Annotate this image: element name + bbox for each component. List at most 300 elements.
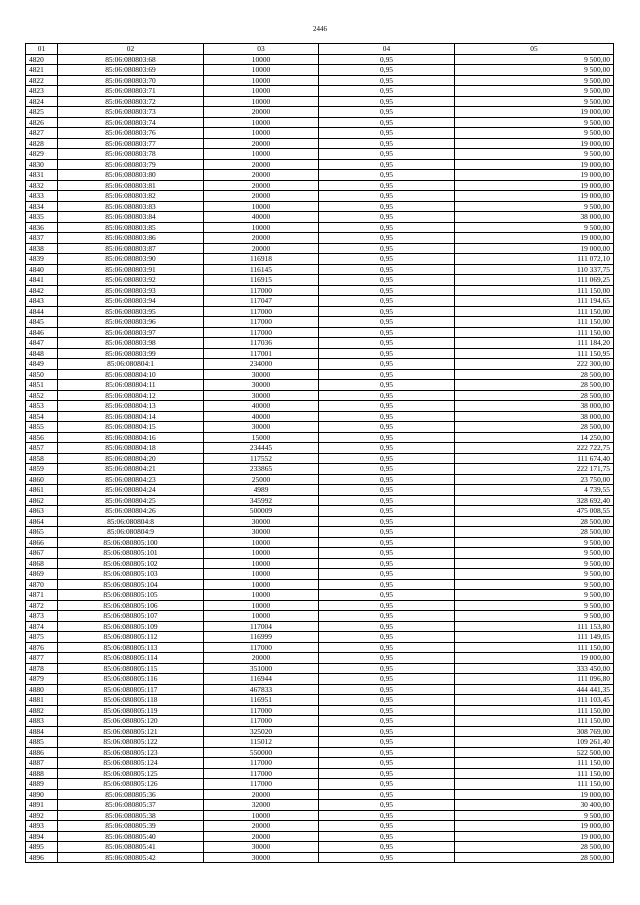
row-number-cell: 4892 [26, 810, 58, 821]
coefficient-cell: 0,95 [319, 75, 455, 86]
coefficient-cell: 0,95 [319, 149, 455, 160]
area-cell: 116999 [204, 632, 319, 643]
row-number-cell: 4844 [26, 306, 58, 317]
area-cell: 116944 [204, 674, 319, 685]
table-row [26, 117, 614, 128]
coefficient-cell: 0,95 [319, 128, 455, 139]
row-number-cell: 4857 [26, 443, 58, 454]
table-row [26, 842, 614, 853]
area-cell: 117552 [204, 453, 319, 464]
coefficient-cell: 0,95 [319, 800, 455, 811]
amount-cell: 111 150,00 [455, 285, 614, 296]
area-cell: 117000 [204, 327, 319, 338]
table-row [26, 359, 614, 370]
row-number-cell: 4820 [26, 54, 58, 65]
amount-cell: 9 500,00 [455, 611, 614, 622]
area-cell: 10000 [204, 65, 319, 76]
area-cell: 10000 [204, 590, 319, 601]
amount-cell: 9 500,00 [455, 810, 614, 821]
area-cell: 117000 [204, 705, 319, 716]
row-number-cell: 4841 [26, 275, 58, 286]
amount-cell: 111 150,00 [455, 642, 614, 653]
cadastral-number-cell: 85:06:080805:103 [58, 569, 204, 580]
coefficient-cell: 0,95 [319, 233, 455, 244]
area-cell: 117000 [204, 779, 319, 790]
cadastral-number-cell: 85:06:080805:125 [58, 768, 204, 779]
area-cell: 10000 [204, 579, 319, 590]
cadastral-number-cell: 85:06:080805:119 [58, 705, 204, 716]
cadastral-number-cell: 85:06:080803:95 [58, 306, 204, 317]
amount-cell: 9 500,00 [455, 558, 614, 569]
row-number-cell: 4877 [26, 653, 58, 664]
amount-cell: 111 150,00 [455, 306, 614, 317]
cadastral-number-cell: 85:06:080804:10 [58, 369, 204, 380]
row-number-cell: 4876 [26, 642, 58, 653]
area-cell: 116951 [204, 695, 319, 706]
area-cell: 25000 [204, 474, 319, 485]
table-row [26, 800, 614, 811]
amount-cell: 9 500,00 [455, 75, 614, 86]
table-row [26, 201, 614, 212]
table-row [26, 327, 614, 338]
row-number-cell: 4872 [26, 600, 58, 611]
header-cell-03: 03 [204, 44, 319, 55]
data-table [25, 43, 614, 863]
row-number-cell: 4890 [26, 789, 58, 800]
area-cell: 233865 [204, 464, 319, 475]
coefficient-cell: 0,95 [319, 65, 455, 76]
amount-cell: 19 000,00 [455, 653, 614, 664]
cadastral-number-cell: 85:06:080803:71 [58, 86, 204, 97]
row-number-cell: 4879 [26, 674, 58, 685]
amount-cell: 28 500,00 [455, 422, 614, 433]
row-number-cell: 4827 [26, 128, 58, 139]
area-cell: 20000 [204, 180, 319, 191]
table-row [26, 831, 614, 842]
area-cell: 116145 [204, 264, 319, 275]
coefficient-cell: 0,95 [319, 401, 455, 412]
area-cell: 117000 [204, 758, 319, 769]
amount-cell: 9 500,00 [455, 117, 614, 128]
area-cell: 20000 [204, 233, 319, 244]
amount-cell: 328 692,40 [455, 495, 614, 506]
cadastral-number-cell: 85:06:080805:123 [58, 747, 204, 758]
area-cell: 32000 [204, 800, 319, 811]
cadastral-number-cell: 85:06:080803:97 [58, 327, 204, 338]
table-row [26, 222, 614, 233]
row-number-cell: 4853 [26, 401, 58, 412]
cadastral-number-cell: 85:06:080805:106 [58, 600, 204, 611]
cadastral-number-cell: 85:06:080804:23 [58, 474, 204, 485]
table-row [26, 348, 614, 359]
amount-cell: 111 184,20 [455, 338, 614, 349]
amount-cell: 9 500,00 [455, 548, 614, 559]
area-cell: 20000 [204, 191, 319, 202]
area-cell: 117000 [204, 716, 319, 727]
page-number: 2446 [313, 25, 327, 33]
coefficient-cell: 0,95 [319, 495, 455, 506]
table-row [26, 737, 614, 748]
area-cell: 30000 [204, 516, 319, 527]
table-row [26, 86, 614, 97]
row-number-cell: 4826 [26, 117, 58, 128]
coefficient-cell: 0,95 [319, 201, 455, 212]
table-row [26, 579, 614, 590]
table-row [26, 233, 614, 244]
table-row [26, 527, 614, 538]
table-row [26, 138, 614, 149]
cadastral-number-cell: 85:06:080803:99 [58, 348, 204, 359]
cadastral-number-cell: 85:06:080804:25 [58, 495, 204, 506]
cadastral-number-cell: 85:06:080803:85 [58, 222, 204, 233]
cadastral-number-cell: 85:06:080803:74 [58, 117, 204, 128]
row-number-cell: 4866 [26, 537, 58, 548]
amount-cell: 111 149,05 [455, 632, 614, 643]
amount-cell: 23 750,00 [455, 474, 614, 485]
cadastral-number-cell: 85:06:080805:112 [58, 632, 204, 643]
amount-cell: 111 194,65 [455, 296, 614, 307]
cadastral-number-cell: 85:06:080805:124 [58, 758, 204, 769]
cadastral-number-cell: 85:06:080805:126 [58, 779, 204, 790]
header-cell-05: 05 [455, 44, 614, 55]
amount-cell: 109 261,40 [455, 737, 614, 748]
table-row [26, 516, 614, 527]
amount-cell: 9 500,00 [455, 579, 614, 590]
table-row [26, 663, 614, 674]
amount-cell: 110 337,75 [455, 264, 614, 275]
cadastral-number-cell: 85:06:080805:104 [58, 579, 204, 590]
coefficient-cell: 0,95 [319, 579, 455, 590]
cadastral-number-cell: 85:06:080804:26 [58, 506, 204, 517]
coefficient-cell: 0,95 [319, 212, 455, 223]
area-cell: 10000 [204, 149, 319, 160]
row-number-cell: 4887 [26, 758, 58, 769]
coefficient-cell: 0,95 [319, 852, 455, 863]
amount-cell: 19 000,00 [455, 243, 614, 254]
coefficient-cell: 0,95 [319, 411, 455, 422]
coefficient-cell: 0,95 [319, 338, 455, 349]
coefficient-cell: 0,95 [319, 369, 455, 380]
coefficient-cell: 0,95 [319, 390, 455, 401]
area-cell: 10000 [204, 222, 319, 233]
cadastral-number-cell: 85:06:080804:11 [58, 380, 204, 391]
area-cell: 234000 [204, 359, 319, 370]
area-cell: 30000 [204, 380, 319, 391]
table-row [26, 684, 614, 695]
cadastral-number-cell: 85:06:080804:15 [58, 422, 204, 433]
amount-cell: 111 072,10 [455, 254, 614, 265]
coefficient-cell: 0,95 [319, 663, 455, 674]
row-number-cell: 4889 [26, 779, 58, 790]
coefficient-cell: 0,95 [319, 285, 455, 296]
cadastral-number-cell: 85:06:080803:92 [58, 275, 204, 286]
cadastral-number-cell: 85:06:080805:37 [58, 800, 204, 811]
coefficient-cell: 0,95 [319, 537, 455, 548]
row-number-cell: 4821 [26, 65, 58, 76]
cadastral-number-cell: 85:06:080805:121 [58, 726, 204, 737]
header-cell-04: 04 [319, 44, 455, 55]
cadastral-number-cell: 85:06:080805:100 [58, 537, 204, 548]
table-row [26, 621, 614, 632]
amount-cell: 28 500,00 [455, 369, 614, 380]
cadastral-number-cell: 85:06:080803:69 [58, 65, 204, 76]
area-cell: 20000 [204, 159, 319, 170]
cadastral-number-cell: 85:06:080803:70 [58, 75, 204, 86]
cadastral-number-cell: 85:06:080805:105 [58, 590, 204, 601]
amount-cell: 28 500,00 [455, 380, 614, 391]
area-cell: 4989 [204, 485, 319, 496]
table-row [26, 453, 614, 464]
table-row [26, 306, 614, 317]
row-number-cell: 4847 [26, 338, 58, 349]
cadastral-number-cell: 85:06:080803:87 [58, 243, 204, 254]
coefficient-cell: 0,95 [319, 254, 455, 265]
cadastral-number-cell: 85:06:080804:13 [58, 401, 204, 412]
coefficient-cell: 0,95 [319, 674, 455, 685]
area-cell: 117000 [204, 642, 319, 653]
table-row [26, 369, 614, 380]
row-number-cell: 4882 [26, 705, 58, 716]
area-cell: 325020 [204, 726, 319, 737]
amount-cell: 111 103,45 [455, 695, 614, 706]
area-cell: 116918 [204, 254, 319, 265]
row-number-cell: 4884 [26, 726, 58, 737]
coefficient-cell: 0,95 [319, 317, 455, 328]
coefficient-cell: 0,95 [319, 632, 455, 643]
coefficient-cell: 0,95 [319, 191, 455, 202]
row-number-cell: 4869 [26, 569, 58, 580]
row-number-cell: 4824 [26, 96, 58, 107]
row-number-cell: 4832 [26, 180, 58, 191]
amount-cell: 19 000,00 [455, 180, 614, 191]
table-row [26, 716, 614, 727]
coefficient-cell: 0,95 [319, 831, 455, 842]
coefficient-cell: 0,95 [319, 789, 455, 800]
table-row [26, 128, 614, 139]
row-number-cell: 4828 [26, 138, 58, 149]
row-number-cell: 4852 [26, 390, 58, 401]
row-number-cell: 4862 [26, 495, 58, 506]
cadastral-number-cell: 85:06:080804:14 [58, 411, 204, 422]
table-row [26, 338, 614, 349]
table-row [26, 432, 614, 443]
cadastral-number-cell: 85:06:080803:86 [58, 233, 204, 244]
row-number-cell: 4833 [26, 191, 58, 202]
row-number-cell: 4873 [26, 611, 58, 622]
cadastral-number-cell: 85:06:080803:81 [58, 180, 204, 191]
amount-cell: 9 500,00 [455, 201, 614, 212]
amount-cell: 111 150,00 [455, 327, 614, 338]
cadastral-number-cell: 85:06:080803:68 [58, 54, 204, 65]
coefficient-cell: 0,95 [319, 86, 455, 97]
coefficient-cell: 0,95 [319, 705, 455, 716]
table-row [26, 212, 614, 223]
area-cell: 10000 [204, 117, 319, 128]
row-number-cell: 4842 [26, 285, 58, 296]
cadastral-number-cell: 85:06:080804:1 [58, 359, 204, 370]
cadastral-number-cell: 85:06:080803:77 [58, 138, 204, 149]
amount-cell: 222 171,75 [455, 464, 614, 475]
table-row [26, 600, 614, 611]
area-cell: 20000 [204, 243, 319, 254]
coefficient-cell: 0,95 [319, 842, 455, 853]
cadastral-number-cell: 85:06:080805:115 [58, 663, 204, 674]
coefficient-cell: 0,95 [319, 138, 455, 149]
amount-cell: 28 500,00 [455, 527, 614, 538]
cadastral-number-cell: 85:06:080804:8 [58, 516, 204, 527]
row-number-cell: 4894 [26, 831, 58, 842]
row-number-cell: 4880 [26, 684, 58, 695]
row-number-cell: 4895 [26, 842, 58, 853]
area-cell: 20000 [204, 653, 319, 664]
cadastral-number-cell: 85:06:080804:18 [58, 443, 204, 454]
table-row [26, 96, 614, 107]
area-cell: 20000 [204, 821, 319, 832]
coefficient-cell: 0,95 [319, 464, 455, 475]
amount-cell: 19 000,00 [455, 107, 614, 118]
table-row [26, 254, 614, 265]
table-row [26, 611, 614, 622]
amount-cell: 9 500,00 [455, 149, 614, 160]
row-number-cell: 4838 [26, 243, 58, 254]
area-cell: 30000 [204, 852, 319, 863]
area-cell: 10000 [204, 810, 319, 821]
coefficient-cell: 0,95 [319, 768, 455, 779]
area-cell: 117004 [204, 621, 319, 632]
row-number-cell: 4831 [26, 170, 58, 181]
table-row [26, 422, 614, 433]
row-number-cell: 4886 [26, 747, 58, 758]
table-row [26, 411, 614, 422]
area-cell: 116915 [204, 275, 319, 286]
coefficient-cell: 0,95 [319, 443, 455, 454]
amount-cell: 111 150,00 [455, 317, 614, 328]
table-header [26, 44, 614, 55]
table-body [26, 54, 614, 863]
area-cell: 20000 [204, 107, 319, 118]
cadastral-number-cell: 85:06:080805:116 [58, 674, 204, 685]
amount-cell: 9 500,00 [455, 569, 614, 580]
table-row [26, 243, 614, 254]
row-number-cell: 4846 [26, 327, 58, 338]
area-cell: 500009 [204, 506, 319, 517]
table-row [26, 779, 614, 790]
row-number-cell: 4849 [26, 359, 58, 370]
table-row [26, 464, 614, 475]
coefficient-cell: 0,95 [319, 485, 455, 496]
cadastral-number-cell: 85:06:080805:101 [58, 548, 204, 559]
row-number-cell: 4896 [26, 852, 58, 863]
coefficient-cell: 0,95 [319, 621, 455, 632]
cadastral-number-cell: 85:06:080803:83 [58, 201, 204, 212]
amount-cell: 19 000,00 [455, 138, 614, 149]
table-row [26, 821, 614, 832]
row-number-cell: 4822 [26, 75, 58, 86]
area-cell: 10000 [204, 548, 319, 559]
area-cell: 40000 [204, 212, 319, 223]
area-cell: 15000 [204, 432, 319, 443]
cadastral-number-cell: 85:06:080803:80 [58, 170, 204, 181]
cadastral-number-cell: 85:06:080803:98 [58, 338, 204, 349]
header-row [26, 44, 614, 55]
table-row [26, 789, 614, 800]
coefficient-cell: 0,95 [319, 758, 455, 769]
table-row [26, 474, 614, 485]
cadastral-number-cell: 85:06:080805:38 [58, 810, 204, 821]
coefficient-cell: 0,95 [319, 506, 455, 517]
cadastral-number-cell: 85:06:080805:122 [58, 737, 204, 748]
area-cell: 30000 [204, 369, 319, 380]
coefficient-cell: 0,95 [319, 159, 455, 170]
cadastral-number-cell: 85:06:080803:76 [58, 128, 204, 139]
row-number-cell: 4885 [26, 737, 58, 748]
cadastral-number-cell: 85:06:080803:90 [58, 254, 204, 265]
amount-cell: 111 150,00 [455, 705, 614, 716]
amount-cell: 111 150,95 [455, 348, 614, 359]
table-row [26, 632, 614, 643]
coefficient-cell: 0,95 [319, 96, 455, 107]
row-number-cell: 4851 [26, 380, 58, 391]
area-cell: 20000 [204, 138, 319, 149]
amount-cell: 28 500,00 [455, 516, 614, 527]
area-cell: 10000 [204, 96, 319, 107]
amount-cell: 28 500,00 [455, 842, 614, 853]
amount-cell: 38 000,00 [455, 212, 614, 223]
area-cell: 10000 [204, 201, 319, 212]
amount-cell: 222 722,75 [455, 443, 614, 454]
cadastral-number-cell: 85:06:080803:93 [58, 285, 204, 296]
cadastral-number-cell: 85:06:080804:21 [58, 464, 204, 475]
cadastral-number-cell: 85:06:080805:39 [58, 821, 204, 832]
row-number-cell: 4856 [26, 432, 58, 443]
amount-cell: 444 441,35 [455, 684, 614, 695]
amount-cell: 475 008,55 [455, 506, 614, 517]
amount-cell: 4 739,55 [455, 485, 614, 496]
area-cell: 117000 [204, 285, 319, 296]
row-number-cell: 4878 [26, 663, 58, 674]
row-number-cell: 4868 [26, 558, 58, 569]
table-row [26, 65, 614, 76]
row-number-cell: 4867 [26, 548, 58, 559]
area-cell: 117047 [204, 296, 319, 307]
table-row [26, 380, 614, 391]
area-cell: 10000 [204, 569, 319, 580]
coefficient-cell: 0,95 [319, 264, 455, 275]
coefficient-cell: 0,95 [319, 695, 455, 706]
row-number-cell: 4850 [26, 369, 58, 380]
coefficient-cell: 0,95 [319, 243, 455, 254]
cadastral-number-cell: 85:06:080805:107 [58, 611, 204, 622]
amount-cell: 19 000,00 [455, 170, 614, 181]
area-cell: 345992 [204, 495, 319, 506]
amount-cell: 111 150,00 [455, 758, 614, 769]
area-cell: 117000 [204, 306, 319, 317]
cadastral-number-cell: 85:06:080805:118 [58, 695, 204, 706]
coefficient-cell: 0,95 [319, 810, 455, 821]
table-row [26, 170, 614, 181]
coefficient-cell: 0,95 [319, 180, 455, 191]
area-cell: 351000 [204, 663, 319, 674]
table-row [26, 537, 614, 548]
row-number-cell: 4859 [26, 464, 58, 475]
cadastral-number-cell: 85:06:080804:16 [58, 432, 204, 443]
area-cell: 30000 [204, 527, 319, 538]
coefficient-cell: 0,95 [319, 453, 455, 464]
row-number-cell: 4839 [26, 254, 58, 265]
table-row [26, 558, 614, 569]
amount-cell: 9 500,00 [455, 128, 614, 139]
area-cell: 117001 [204, 348, 319, 359]
